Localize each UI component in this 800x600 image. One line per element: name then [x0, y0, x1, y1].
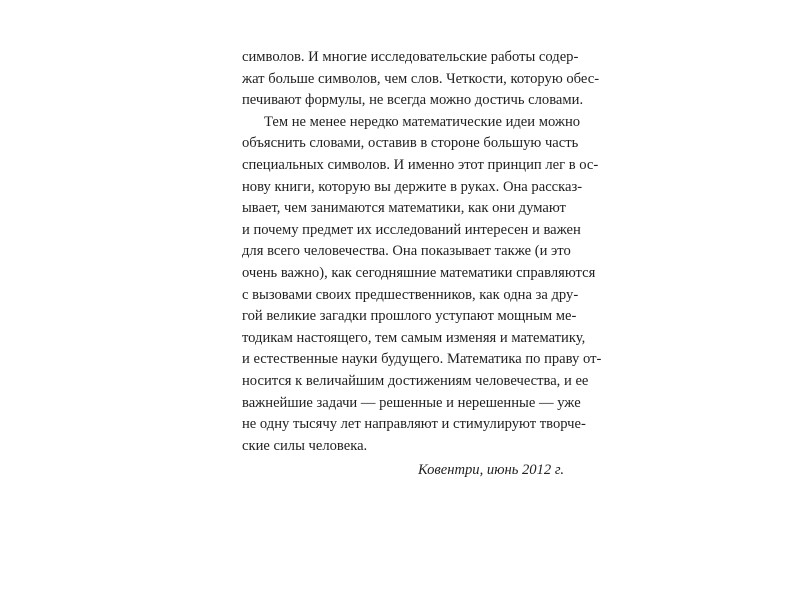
text-line: символов. И многие исследовательские работы содер-	[242, 49, 579, 65]
text-line: носится к величайшим достижениям человечества, и ее	[242, 372, 589, 389]
text-line: важнейшие задачи — решенные и нерешенные — уже	[242, 394, 581, 411]
text-line: и естественные науки будущего. Математика по праву от-	[242, 351, 602, 368]
text-line: Тем не менее нередко математические идеи можно	[264, 113, 581, 130]
text-line: специальных символов. И именно этот принцип лег в ос-	[242, 156, 599, 173]
text-line: не одну тысячу лет направляют и стимулируют творче-	[242, 416, 586, 433]
text-line: жат больше символов, чем слов. Четкости, которую обес-	[242, 70, 600, 87]
text-line: для всего человечества. Она показывает также (и это	[242, 243, 571, 260]
text-line: нову книги, которую вы держите в руках. Она рассказ-	[242, 178, 583, 195]
signature-line: Ковентри, июнь 2012 г.	[417, 462, 564, 479]
paragraph-2	[242, 112, 602, 458]
text-line: тодикам настоящего, тем самым изменяя и математику,	[242, 329, 586, 346]
text-line: ские силы человека.	[242, 437, 368, 454]
text-line: и почему предмет их исследований интересен и важен	[242, 221, 581, 238]
text-block	[242, 47, 602, 482]
text-line: с вызовами своих предшественников, как одна за дру-	[242, 286, 579, 303]
text-line: очень важно), как сегодняшние математики справляются	[242, 264, 596, 281]
text-line: гой великие загадки прошлого уступают мощным ме-	[242, 308, 577, 325]
text-line: объяснить словами, оставив в стороне большую часть	[242, 135, 579, 152]
text-line: ывает, чем занимаются математики, как они думают	[242, 200, 566, 217]
paragraph-1	[242, 47, 600, 112]
text-line: печивают формулы, не всегда можно достичь словами.	[242, 92, 584, 109]
